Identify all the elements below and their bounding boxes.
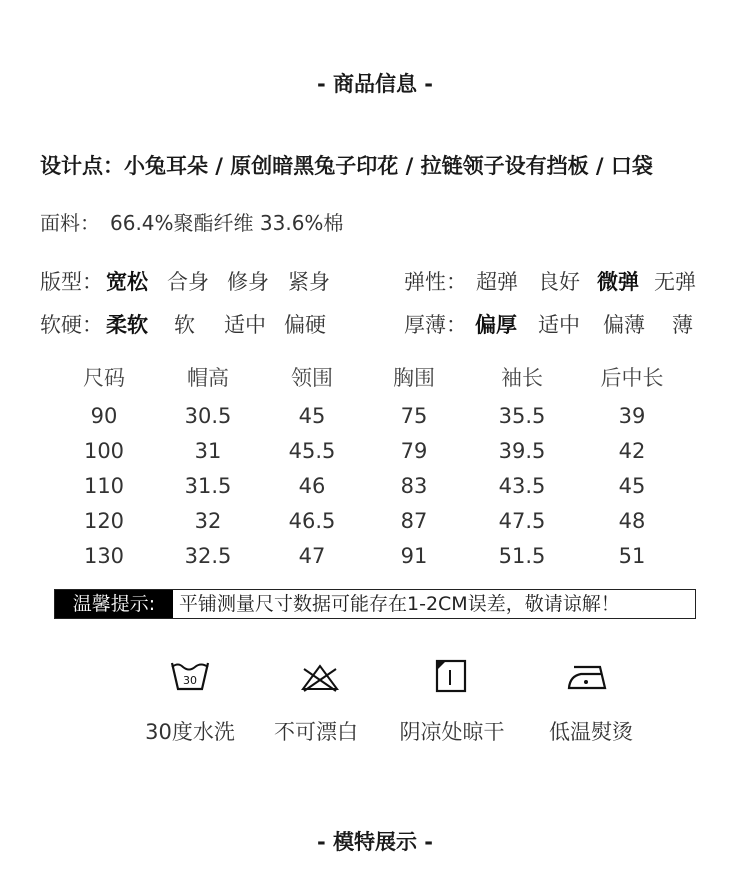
size-table-cell: 83: [400, 474, 428, 498]
attr-fit: [40, 266, 370, 296]
attr-fit-option: 紧身: [288, 270, 330, 294]
size-table-header: 帽高: [187, 366, 229, 390]
size-table-cell: 39: [618, 404, 646, 428]
tip-text: 平铺测量尺寸数据可能存在1-2CM误差，敬请谅解！: [179, 593, 620, 615]
attr-thickness-option: 薄: [672, 313, 693, 337]
care-label: 阴凉处晾干: [399, 720, 505, 744]
attr-thickness-option: 适中: [538, 313, 580, 337]
size-table-cell: 42: [618, 439, 646, 463]
attr-fit-option: 修身: [227, 270, 269, 294]
design-points: 设计点：小兔耳朵 / 原创暗黑兔子印花 / 拉链领子设有挡板 / 口袋: [40, 154, 653, 178]
size-table-header: 袖长: [501, 366, 543, 390]
size-table-cell: 45.5: [288, 439, 336, 463]
size-table-cell: 47.5: [498, 509, 546, 533]
no-bleach-icon: [298, 660, 340, 696]
attr-fit-option: 合身: [167, 270, 209, 294]
size-table-cell: 87: [400, 509, 428, 533]
size-table-cell: 51: [618, 544, 646, 568]
wash-30-icon: [169, 658, 211, 694]
size-table-cell: 48: [618, 509, 646, 533]
attr-elasticity-option-selected: 微弹: [597, 270, 639, 294]
size-table-cell: 46.5: [288, 509, 336, 533]
attr-softness: [40, 309, 370, 339]
wash-temp-text: 30: [183, 674, 197, 687]
attr-softness-option: 偏硬: [284, 313, 326, 337]
size-table-cell: 43.5: [498, 474, 546, 498]
section-title-product-info: - 商品信息 -: [316, 72, 434, 96]
size-table-cell: 75: [400, 404, 428, 428]
size-table-cell: 39.5: [498, 439, 546, 463]
size-table-cell: 35.5: [498, 404, 546, 428]
size-table-cell: 46: [298, 474, 326, 498]
size-table-cell: 91: [400, 544, 428, 568]
care-label: 低温熨烫: [549, 720, 633, 744]
fabric-label: 面料：: [40, 211, 100, 235]
attr-softness-option: 软: [174, 313, 195, 337]
low-iron-icon: [565, 660, 607, 696]
care-label: 30度水洗: [145, 720, 235, 744]
size-table-cell: 90: [90, 404, 118, 428]
attr-fit-label: 版型：: [40, 270, 103, 294]
fabric-line: [40, 207, 343, 236]
fabric-value: 66.4%聚酯纤维 33.6%棉: [110, 211, 344, 235]
size-table-cell: 45: [298, 404, 326, 428]
attr-fit-option-selected: 宽松: [106, 270, 148, 294]
attr-softness-option: 适中: [224, 313, 266, 337]
attr-thickness-label: 厚薄：: [404, 313, 467, 337]
attr-elasticity: [404, 266, 724, 296]
attr-softness-option-selected: 柔软: [106, 313, 148, 337]
size-table-cell: 51.5: [498, 544, 546, 568]
dry-in-shade-icon: [434, 658, 476, 694]
size-table-cell: 100: [83, 439, 125, 463]
size-table-cell: 31: [194, 439, 222, 463]
size-table-cell: 30.5: [184, 404, 232, 428]
size-table-header: 尺码: [83, 366, 125, 390]
attr-thickness-option: 偏薄: [603, 313, 645, 337]
size-table-cell: 110: [83, 474, 125, 498]
size-table-cell: 32.5: [184, 544, 232, 568]
tip-label: 温馨提示:: [55, 590, 173, 618]
attr-elasticity-label: 弹性：: [404, 270, 467, 294]
size-table-cell: 47: [298, 544, 326, 568]
section-title-model: - 模特展示 -: [316, 830, 434, 854]
size-table-header: 胸围: [393, 366, 435, 390]
size-table-cell: 130: [83, 544, 125, 568]
attr-elasticity-option: 无弹: [654, 270, 696, 294]
attr-softness-label: 软硬：: [40, 313, 103, 337]
size-table-cell: 79: [400, 439, 428, 463]
size-table-cell: 45: [618, 474, 646, 498]
tip-box: [54, 589, 696, 619]
attr-elasticity-option: 超弹: [476, 270, 518, 294]
size-table-header: 领围: [291, 366, 333, 390]
attr-thickness-option-selected: 偏厚: [475, 313, 517, 337]
care-label: 不可漂白: [274, 720, 358, 744]
size-table-cell: 32: [194, 509, 222, 533]
attr-elasticity-option: 良好: [538, 270, 580, 294]
size-table-header: 后中长: [600, 366, 664, 390]
size-table-cell: 120: [83, 509, 125, 533]
attr-thickness: [404, 309, 724, 339]
size-table-cell: 31.5: [184, 474, 232, 498]
